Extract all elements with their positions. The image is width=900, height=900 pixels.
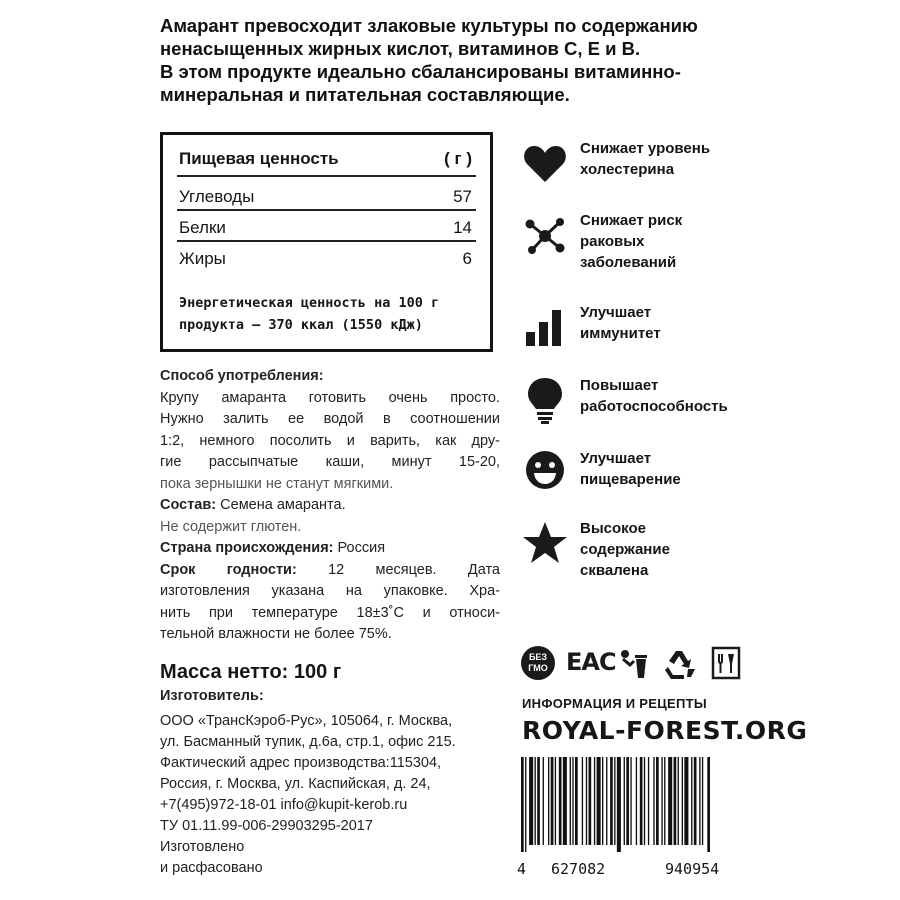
nutrient-value: 6 [462,249,472,268]
barcode-bar [602,757,603,845]
star-icon [520,518,570,568]
barcode-bar [614,757,615,845]
shelf-label: Срок годности: [160,561,297,578]
shelf-value: 12 месяцев. Дата [328,561,500,578]
manufacturer-line: и расфасовано [160,860,263,876]
barcode-bar [664,757,665,845]
composition-label: Состав: [160,497,217,513]
barcode-bar [589,757,592,845]
nutrition-header [179,149,472,169]
barcode-bar [575,757,578,845]
barcode-digits [517,860,757,884]
nutrition-row [179,249,472,269]
benefit-line: Улучшает [580,450,652,467]
barcode-bar [707,757,710,852]
nutrition-table [160,132,493,352]
manufacturer-section [160,686,510,879]
smiley-icon [520,448,570,498]
barcode-bar [525,757,526,852]
no-gmo-bottom: ГМО [528,663,548,673]
barcode-bar [626,757,629,845]
intro-line: В этом продукте идеально сбалансированы витаминно- [160,61,681,82]
barcode-bar [535,757,536,845]
molecule-icon [520,210,570,260]
eac-icon: EAC [566,648,616,676]
barcode-bar [661,757,662,845]
nutrient-value: 57 [453,187,472,206]
nutrition-title: Пищевая ценность [179,149,339,168]
benefit-line: сквалена [580,562,649,579]
country [160,538,500,560]
barcode-bar [617,757,621,852]
barcode-bar [555,757,556,845]
shelf-line: нить при температуре 18±3˚С и относи- [160,604,500,621]
barcode-bar [636,757,637,845]
usage-section [160,366,500,646]
benefit-item [520,448,790,518]
barcode-bar [624,757,625,845]
recycle-icon [662,645,700,681]
no-gmo-top: БЕЗ [528,652,548,662]
barcode-bar [630,757,631,845]
benefit-item [520,210,790,280]
nutrition-row [179,218,472,238]
barcode-bar [610,757,613,845]
shelf-life [160,560,500,582]
benefit-item [520,375,790,445]
barcode-bar [702,757,703,845]
barcode-bar [682,757,683,845]
benefit-line: иммунитет [580,325,661,342]
divider [177,175,476,177]
barcode-bar [674,757,677,845]
usage-line: 1:2, немного посолить и варить, как дру- [160,432,500,449]
food-safe-icon [710,645,742,681]
country-value: Россия [333,540,386,556]
energy-line: продукта – 370 ккал (1550 кДж) [179,317,423,333]
lightbulb-icon [520,375,570,425]
barcode-bar [548,757,549,845]
benefit-line: пищеварение [580,471,681,488]
manufacturer-line: ул. Басманный тупик, д.6а, стр.1, офис 215. [160,734,456,750]
heart-icon [520,138,570,188]
manufacturer-title: Изготовитель: [160,688,264,704]
barcode-bar [684,757,688,845]
usage-line: пока зернышки не станут мягкими. [160,475,394,492]
benefit-line: Улучшает [580,304,652,321]
usage-line: Крупу амаранта готовить очень просто. [160,389,500,406]
manufacturer-line: ТУ 01.11.99-006-29903295-2017 [160,818,373,834]
barcode [517,757,757,852]
composition [160,495,500,517]
benefit-item [520,518,790,588]
usage-title: Способ употребления: [160,368,324,384]
barcode-bar [559,757,562,845]
net-weight: Масса нетто: 100 г [160,661,342,683]
barcode-bar [597,757,601,845]
nutrient-value: 14 [453,218,472,237]
info-label: ИНФОРМАЦИЯ И РЕЦЕПТЫ [522,696,707,711]
divider [177,240,476,242]
manufacturer-line: +7(495)972-18-01 info@kupit-kerob.ru [160,797,408,813]
benefit-line: Снижает риск [580,212,683,229]
bars-icon [520,302,570,352]
benefit-line: Повышает [580,377,659,394]
nutrient-label: Жиры [179,249,226,268]
barcode-bar [648,757,649,845]
manufacturer-line: ООО «ТрансКэроб-Рус», 105064, г. Москва, [160,713,453,729]
barcode-bar [668,757,672,845]
barcode-bar [653,757,654,845]
benefit-line: Снижает уровень [580,140,711,157]
barcode-bar [606,757,607,845]
benefit-line: заболеваний [580,254,677,271]
barcode-bar [521,757,524,852]
no-gmo-icon [520,645,556,681]
barcode-bar [586,757,587,845]
barcode-bar [691,757,692,845]
barcode-bar [582,757,583,845]
barcode-bar [644,757,645,845]
barcode-bar [678,757,679,845]
benefit-item [520,138,790,208]
gluten-note: Не содержит глютен. [160,518,302,535]
intro-text [160,14,760,106]
energy-value [179,292,480,336]
manufacturer-line: Фактический адрес производства:115304, [160,755,442,771]
benefit-item [520,302,790,372]
intro-line: ненасыщенных жирных кислот, витаминов С, Е и В. [160,38,641,59]
barcode-bar [694,757,697,845]
benefit-line: Высокое [580,520,646,537]
shelf-line: тельной влажности не более 75%. [160,626,392,642]
barcode-bar [640,757,643,845]
energy-line: Энергетическая ценность на 100 г [179,295,440,311]
website-url: ROYAL-FOREST.ORG [522,716,808,745]
intro-line: минеральная и питательная составляющие. [160,84,570,105]
barcode-bar [543,757,544,845]
barcode-right-group: 940954 [665,860,720,878]
barcode-bar [551,757,554,845]
barcode-bar [699,757,700,845]
barcode-left-group: 627082 [551,860,606,878]
usage-line: гие рассыпчатые каши, минут 15-20, [160,454,500,470]
benefit-line: содержание [580,541,670,558]
barcode-bar [572,757,573,845]
nutrient-label: Белки [179,218,226,237]
nutrition-row [179,187,472,207]
composition-value: Семена амаранта. [216,497,346,513]
divider [177,209,476,211]
trash-bin-icon [616,645,652,681]
nutrition-unit: ( г ) [444,149,472,168]
country-label: Страна происхождения: [160,540,334,556]
usage-line: Нужно залить ее водой в соотношении [160,411,500,427]
nutrient-label: Углеводы [179,187,255,206]
barcode-first-digit: 4 [517,860,527,878]
intro-line: Амарант превосходит злаковые культуры по содержанию [160,15,698,36]
benefit-line: раковых [580,233,645,250]
barcode-bar [570,757,571,845]
manufacturer-line: Россия, г. Москва, ул. Каспийская, д. 24, [160,776,431,792]
barcode-bar [594,757,595,845]
barcode-bar [537,757,540,845]
barcode-bar [563,757,567,845]
shelf-line: изготовления указана на упаковке. Хра- [160,583,500,599]
benefit-line: работоспособность [580,398,728,415]
benefit-line: холестерина [580,161,675,178]
barcode-bar [656,757,659,845]
manufacturer-line: Изготовлено [160,839,245,855]
barcode-bar [529,757,533,845]
